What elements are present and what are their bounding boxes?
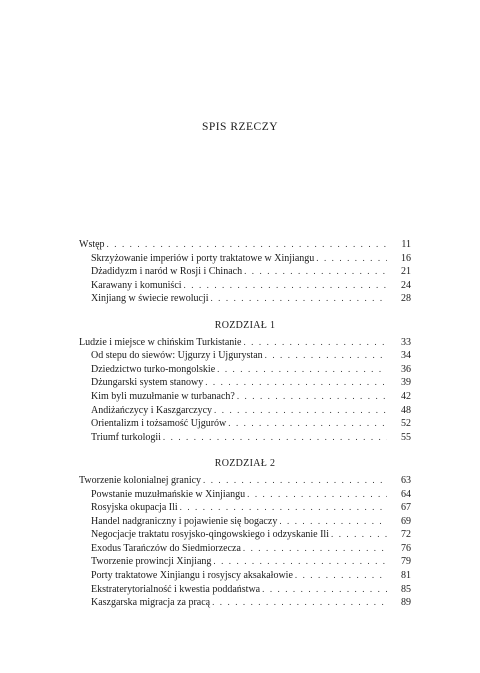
- entry-title: Exodus Tarańczów do Siedmiorzecza: [91, 542, 241, 554]
- entry-page: 79: [401, 556, 411, 568]
- entry-page: 76: [401, 542, 411, 554]
- leader-dots: [203, 474, 387, 488]
- toc-entry[interactable]: [79, 279, 411, 293]
- toc-title: SPIS RZECZY: [201, 121, 279, 133]
- entry-page: 28: [401, 293, 411, 305]
- toc-entry[interactable]: [79, 349, 411, 363]
- leader-dots: [212, 596, 387, 610]
- leader-dots: [184, 279, 387, 293]
- table-of-contents: [79, 238, 411, 610]
- entry-page: 11: [401, 239, 411, 250]
- leader-dots: [205, 376, 387, 390]
- toc-entry[interactable]: [79, 404, 411, 418]
- leader-dots: [247, 488, 387, 502]
- entry-title: Andiżańczycy i Kaszgarczycy: [91, 404, 213, 416]
- leader-dots: [237, 390, 387, 404]
- leader-dots: [279, 515, 387, 529]
- entry-page: 69: [401, 515, 411, 527]
- entry-title: Kaszgarska migracja za pracą: [91, 597, 211, 609]
- entry-page: 89: [401, 597, 411, 609]
- toc-entry-lead[interactable]: [79, 238, 411, 252]
- entry-title: Orientalizm i tożsamość Ujgurów: [91, 418, 227, 430]
- entry-title: Rosyjska okupacja Ili: [91, 502, 178, 514]
- entry-title: Skrzyżowanie imperiów i porty traktatowe w Xinjiangu: [91, 252, 315, 264]
- toc-entry[interactable]: [79, 265, 411, 279]
- leader-dots: [180, 501, 387, 515]
- entry-title: Tworzenie prowincji Xinjiang: [91, 556, 212, 568]
- entry-page: 48: [401, 404, 411, 416]
- entry-page: 52: [401, 418, 411, 430]
- leader-dots: [107, 238, 387, 252]
- entry-page: 21: [401, 266, 411, 278]
- leader-dots: [243, 542, 387, 556]
- entry-title: Od stepu do siewów: Ujgurzy i Ujgurystan: [91, 350, 263, 362]
- toc-entry[interactable]: [79, 363, 411, 377]
- toc-entry[interactable]: [79, 528, 411, 542]
- leader-dots: [243, 336, 387, 350]
- entry-title: Tworzenie kolonialnej granicy: [79, 474, 202, 486]
- entry-title: Ludzie i miejsce w chińskim Turkistanie: [79, 336, 242, 348]
- leader-dots: [244, 265, 387, 279]
- entry-page: 67: [401, 502, 411, 514]
- toc-entry[interactable]: [79, 515, 411, 529]
- toc-entry-lead[interactable]: [79, 474, 411, 488]
- toc-entry[interactable]: [79, 569, 411, 583]
- entry-page: 64: [401, 488, 411, 500]
- toc-entry[interactable]: [79, 501, 411, 515]
- entry-title: Kim byli muzułmanie w turbanach?: [91, 390, 235, 402]
- leader-dots: [163, 431, 387, 445]
- toc-entry[interactable]: [79, 252, 411, 266]
- entry-title: Karawany i komuniści: [91, 279, 182, 291]
- leader-dots: [210, 292, 387, 306]
- entry-page: 85: [401, 583, 411, 595]
- toc-entry[interactable]: [79, 417, 411, 431]
- entry-page: 63: [401, 474, 411, 486]
- entry-title: Handel nadgraniczny i pojawienie się bogaczy: [91, 515, 278, 527]
- toc-entry-lead[interactable]: [79, 336, 411, 350]
- toc-entry[interactable]: [79, 292, 411, 306]
- leader-dots: [214, 404, 387, 418]
- entry-title: Dżadidyzm i naród w Rosji i Chinach: [91, 266, 243, 278]
- entry-title: Wstęp: [79, 239, 105, 250]
- toc-entry[interactable]: [79, 488, 411, 502]
- entry-page: 24: [401, 279, 411, 291]
- entry-page: 36: [401, 363, 411, 375]
- leader-dots: [213, 555, 387, 569]
- leader-dots: [262, 583, 387, 597]
- entry-page: 55: [401, 431, 411, 443]
- entry-page: 39: [401, 377, 411, 389]
- toc-entry[interactable]: [79, 596, 411, 610]
- entry-title: Negocjacje traktatu rosyjsko-qingowskiego i odzyskanie Ili: [91, 529, 329, 541]
- leader-dots: [265, 349, 387, 363]
- entry-title: Xinjiang w świecie rewolucji: [91, 293, 209, 305]
- toc-entry[interactable]: [79, 390, 411, 404]
- toc-entry[interactable]: [79, 555, 411, 569]
- toc-entry[interactable]: [79, 583, 411, 597]
- toc-entry[interactable]: [79, 542, 411, 556]
- entry-title: Porty traktatowe Xinjiangu i rosyjscy aksakałowie: [91, 570, 293, 582]
- toc-entry[interactable]: [79, 376, 411, 390]
- entry-page: 16: [401, 252, 411, 264]
- entry-page: 42: [401, 390, 411, 402]
- leader-dots: [217, 363, 387, 377]
- leader-dots: [228, 417, 387, 431]
- entry-title: Dżungarski system stanowy: [91, 377, 204, 389]
- leader-dots: [331, 528, 387, 542]
- chapter-heading: ROZDZIAŁ 2: [214, 458, 276, 470]
- leader-dots: [316, 252, 387, 266]
- entry-page: 81: [401, 570, 411, 582]
- leader-dots: [295, 569, 387, 583]
- entry-title: Dziedzictwo turko-mongolskie: [91, 363, 216, 375]
- entry-page: 72: [401, 529, 411, 541]
- toc-entry[interactable]: [79, 431, 411, 445]
- entry-page: 34: [401, 350, 411, 362]
- entry-title: Powstanie muzułmańskie w Xinjiangu: [91, 488, 246, 500]
- entry-page: 33: [401, 336, 411, 348]
- entry-title: Ekstraterytorialność i kwestia poddaństwa: [91, 583, 261, 595]
- chapter-heading: ROZDZIAŁ 1: [214, 319, 276, 331]
- entry-title: Triumf turkologii: [91, 431, 161, 443]
